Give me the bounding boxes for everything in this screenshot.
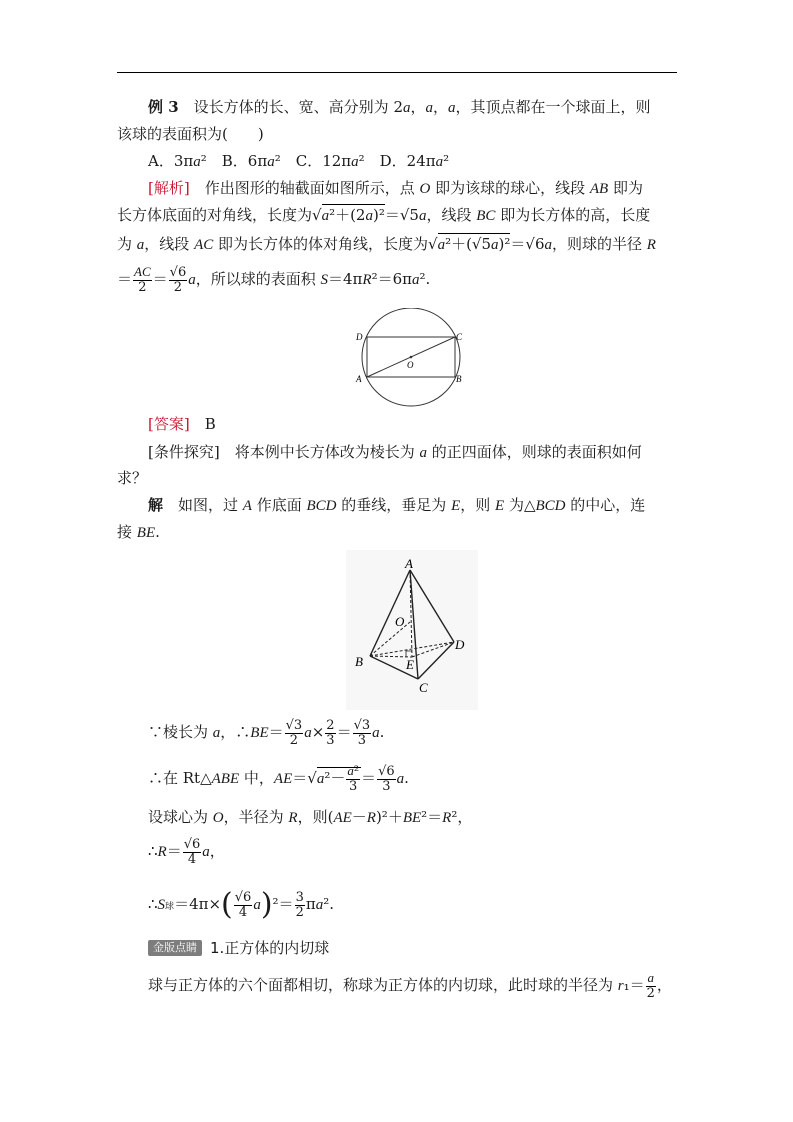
analysis-line-2: 长方体底面的对角线，长度为√a²＋(2a)²＝√5a，线段 BC 即为长方体的高，长度 <box>117 206 651 224</box>
example-label: 例 3 <box>148 98 179 116</box>
step-2: ∴在 Rt△ABE 中，AE＝√a²－ $\frac{\text{a²}}{3}$ ＝ $\frac{√6}{3}$ a. <box>148 763 409 794</box>
fig1-label-o: O <box>407 360 414 370</box>
example-line-1: 例 3 设长方体的长、宽、高分别为 2a，a，a，其顶点都在一个球面上，则 <box>148 98 651 116</box>
explore-line-2: 求？ <box>117 469 148 487</box>
keypoint-body: 球与正方体的六个面都相切，称球为正方体的内切球，此时球的半径为 r₁＝ $\frac{a}{2}$ ， <box>148 970 672 1001</box>
analysis-line-1: [解析] 作出图形的轴截面如图所示，点 O 即为该球的球心，线段 AB 即为 <box>148 179 643 197</box>
fig2-label-d: D <box>455 637 465 652</box>
tetrahedron-figure <box>346 550 478 710</box>
answer-value: B <box>204 415 216 433</box>
fig2-label-b: B <box>355 654 363 669</box>
step-1: ∵棱长为 a，∴BE＝ $\frac{√3}{2}$ a× $\frac{2}{3}$ ＝ $\frac{√3}{3}$ a. <box>148 717 385 748</box>
fig2-label-o: O <box>395 614 405 629</box>
example-line-2: 该球的表面积为( ) <box>117 125 264 143</box>
step-3: 设球心为 O，半径为 R，则(AE－R)²＋BE²＝R²， <box>148 808 473 826</box>
solution-line-1: 解 如图，过 A 作底面 BCD 的垂线，垂足为 E，则 E 为△BCD 的中心，连 <box>148 496 646 514</box>
analysis-line-4: ＝ $\frac{AC}{2}$ ＝ $\frac{√6}{2}$ a，所以球的表面积 S＝4πR²＝6πa². <box>117 264 431 295</box>
explore-line-1: [条件探究] 将本例中长方体改为棱长为 a 的正四面体，则球的表面积如何 <box>148 443 642 461</box>
fig2-label-c: C <box>419 680 428 695</box>
example-options: A．3πa² B．6πa² C．12πa² D．24πa² <box>148 152 450 170</box>
fig1-label-d: D <box>356 332 363 342</box>
keypoint-tag: 金版点睛 <box>148 940 202 956</box>
step-5: ∴S球＝4π×( $\frac{√6}{4}$ a)²＝ $\frac{3}{2}$ πa². <box>148 887 334 922</box>
answer-tag: [答案] <box>148 415 190 433</box>
fig1-label-c: C <box>456 332 463 342</box>
analysis-line-3: 为 a，线段 AC 即为长方体的体对角线，长度为√a²＋(√5a)²＝√6a，则球的半径 R <box>117 235 656 253</box>
fig1-label-a: A <box>356 374 362 384</box>
answer-line <box>148 413 679 435</box>
step-4: ∴R＝ $\frac{√6}{4}$ a， <box>148 836 225 867</box>
keypoint-heading <box>148 937 679 959</box>
keypoint-title: 1.正方体的内切球 <box>210 939 330 957</box>
solution-line-2: 接 BE. <box>117 523 160 541</box>
fig2-label-a: A <box>405 556 413 571</box>
sphere-cross-section-figure <box>352 308 472 410</box>
analysis-tag: [解析] <box>148 179 190 197</box>
fig1-label-b: B <box>456 374 462 384</box>
fig2-label-e: E <box>406 657 414 672</box>
solution-tag: 解 <box>148 496 164 514</box>
explore-tag: [条件探究] <box>148 443 220 461</box>
header-rule <box>117 72 677 73</box>
